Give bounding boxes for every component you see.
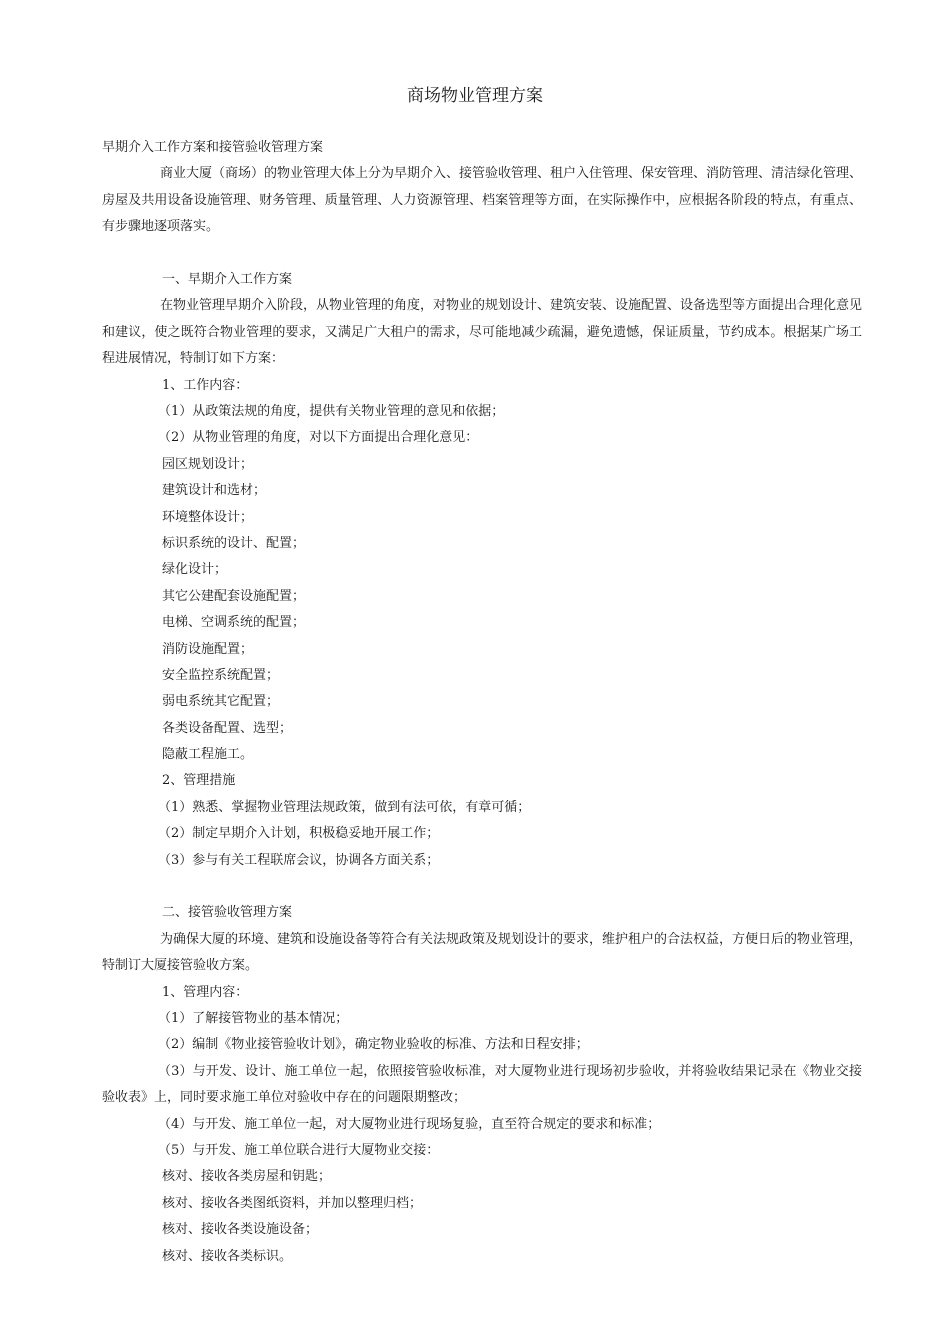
section1-list-item: 园区规划设计； — [162, 456, 254, 472]
section1-sub2-item: （3）参与有关工程联席会议，协调各方面关系； — [158, 852, 440, 868]
document-title: 商场物业管理方案 — [407, 86, 543, 106]
section1-heading: 一、早期介入工作方案 — [162, 272, 293, 287]
section2-paragraph: 为确保大厦的环境、建筑和设施设备等符合有关法规政策及规划设计的要求，维护租户的合法权益，方便日后的物业管理，特制订大厦接管验收方案。 — [102, 931, 863, 974]
section1-list-item: 各类设备配置、选型； — [162, 720, 293, 736]
section1-list-item: 安全监控系统配置； — [162, 667, 280, 683]
section1-list-item: 绿化设计； — [162, 562, 228, 578]
section1-sub1-heading: 1、工作内容： — [162, 377, 249, 393]
section2-sub1-heading: 1、管理内容： — [162, 984, 249, 1000]
section2-item: （4）与开发、施工单位一起，对大厦物业进行现场复验，直至符合规定的要求和标准； — [158, 1116, 661, 1132]
section2-item: （5）与开发、施工单位联合进行大厦物业交接： — [158, 1143, 440, 1158]
section2-list-item: 核对、接收各类标识。 — [162, 1248, 293, 1264]
section1-list-item: 环境整体设计； — [162, 509, 254, 525]
section1-list-item: 标识系统的设计、配置； — [162, 535, 306, 551]
document-body — [102, 135, 862, 1270]
section2-item: （2）编制《物业接管验收计划》，确定物业验收的标准、方法和日程安排； — [158, 1037, 589, 1053]
section1-sub2-item: （1）熟悉、掌握物业管理法规政策，做到有法可依，有章可循； — [158, 799, 531, 815]
section1-list-item: 电梯、空调系统的配置； — [162, 615, 306, 631]
section2-list-item: 核对、接收各类设施设备； — [162, 1222, 319, 1238]
section1-list-item: 隐蔽工程施工。 — [162, 747, 254, 763]
section1-sub1-item: （1）从政策法规的角度，提供有关物业管理的意见和依据； — [158, 404, 505, 419]
section1-sub2-heading: 2、管理措施 — [162, 773, 236, 789]
spacer — [102, 241, 862, 267]
section1-list-item: 建筑设计和选材； — [162, 483, 267, 499]
section1-sub2-item: （2）制定早期介入计划，积极稳妥地开展工作； — [158, 826, 440, 842]
section1-sub1-item: （2）从物业管理的角度，对以下方面提出合理化意见： — [158, 430, 479, 446]
section1-list-item: 弱电系统其它配置； — [162, 694, 280, 710]
spacer — [102, 874, 862, 900]
document-subtitle: 早期介入工作方案和接管验收管理方案 — [102, 140, 324, 155]
intro-paragraph: 商业大厦（商场）的物业管理大体上分为早期介入、接管验收管理、租户入住管理、保安管理、消防管理、清洁绿化管理、房屋及共用设备设施管理、财务管理、质量管理、人力资源管理、档案管理等方面，在实际操作中，应根据各阶段的特点，有重点、有步骤地逐项落实。 — [102, 166, 863, 235]
section1-paragraph: 在物业管理早期介入阶段，从物业管理的角度，对物业的规划设计、建筑安装、设施配置、设备选型等方面提出合理化意见和建议，使之既符合物业管理的要求，又满足广大租户的需求，尽可能地减少疏漏，避免遗憾，保证质量，节约成本。根据某广场工程进展情况，特制订如下方案： — [102, 298, 863, 367]
section2-item: （3）与开发、设计、施工单位一起，依照接管验收标准，对大厦物业进行现场初步验收，并将验收结果记录在《物业交接验收表》上，同时要求施工单位对验收中存在的问题限期整改； — [102, 1063, 862, 1106]
section2-heading: 二、接管验收管理方案 — [162, 905, 293, 921]
section1-list-item: 其它公建配套设施配置； — [162, 588, 306, 604]
section2-item: （1）了解接管物业的基本情况； — [158, 1011, 349, 1027]
section1-list-item: 消防设施配置； — [162, 641, 254, 657]
section2-list-item: 核对、接收各类房屋和钥匙； — [162, 1169, 332, 1185]
section2-list-item: 核对、接收各类图纸资料，并加以整理归档； — [162, 1195, 423, 1211]
